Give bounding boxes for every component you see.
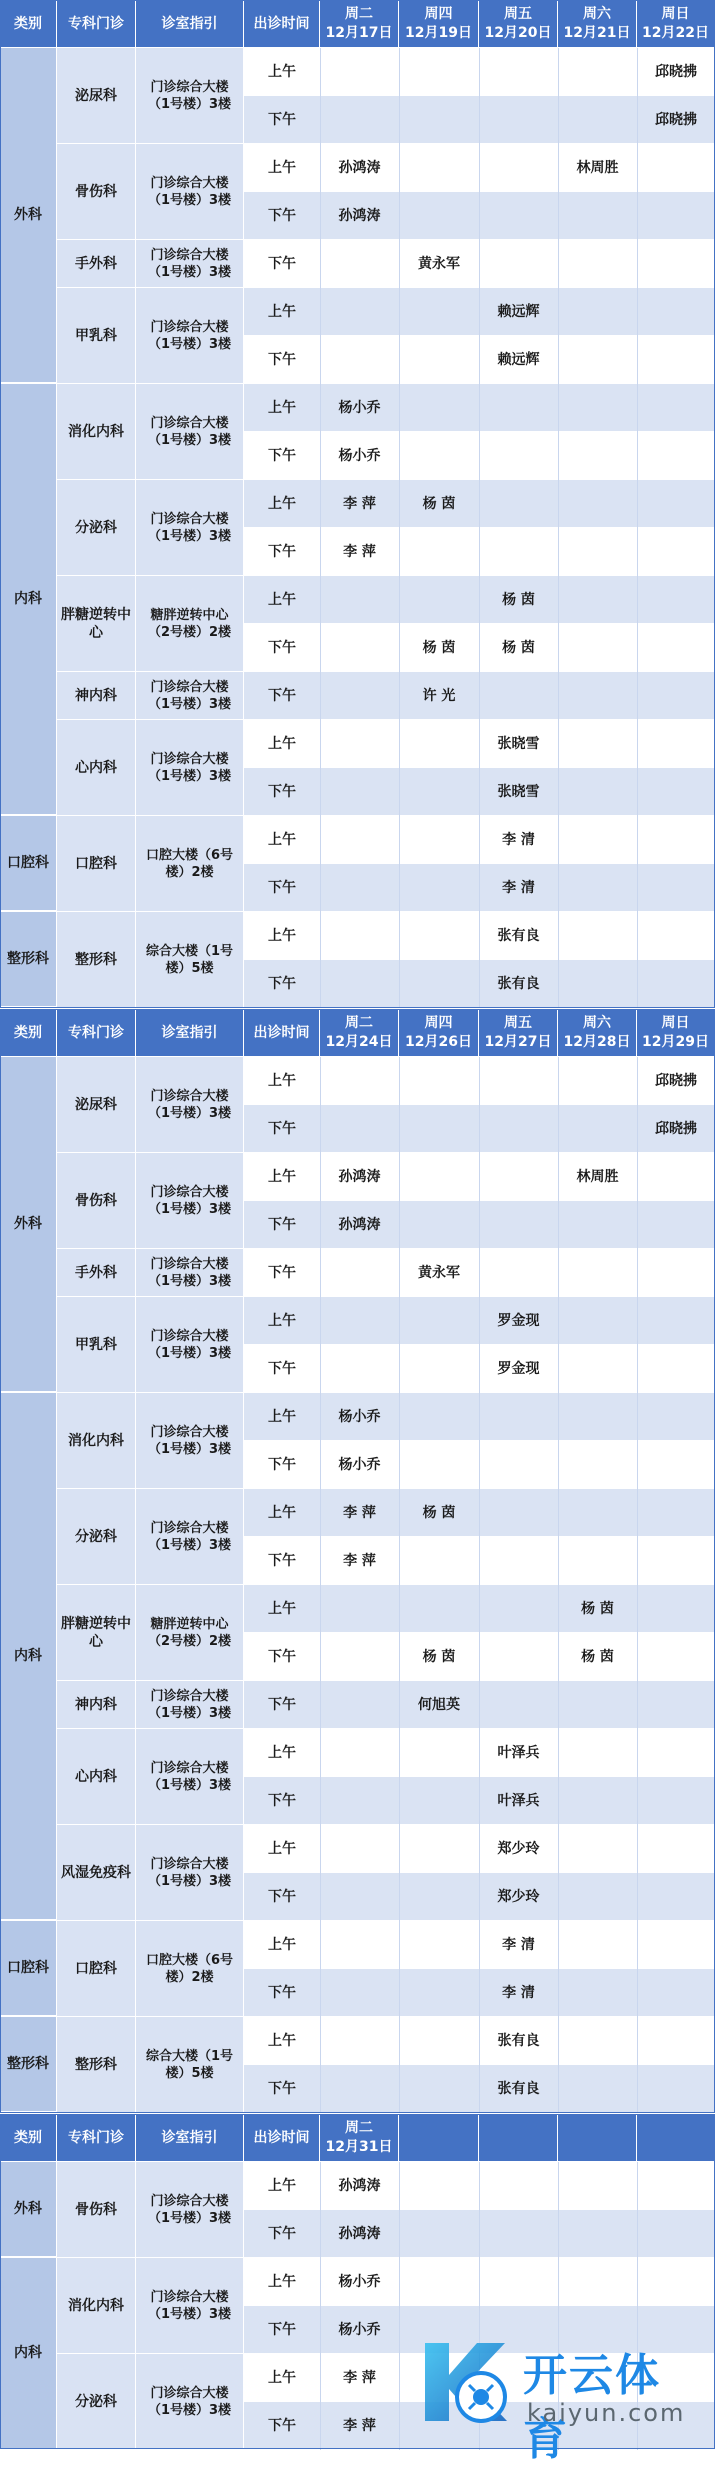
session-time: 上午 [244, 1585, 320, 1633]
dept-location: 门诊综合大楼（1号楼）3楼 [136, 1489, 244, 1585]
category-name: 内科 [0, 2258, 57, 2450]
dept-location: 门诊综合大楼（1号楼）3楼 [136, 1057, 244, 1153]
header-weekday: 周六 [583, 1014, 611, 1033]
header-category: 类别 [0, 2114, 57, 2162]
session-time: 下午 [244, 96, 320, 144]
doctor-cell: 罗金现 [479, 1297, 558, 1345]
doctor-cell: 郑少玲 [479, 1873, 558, 1921]
category-name: 口腔科 [0, 1921, 57, 2017]
doctor-cell: 杨 茵 [399, 1489, 479, 1537]
session-time: 上午 [244, 48, 320, 96]
doctor-cell: 张有良 [479, 2065, 558, 2113]
session-time: 下午 [244, 1873, 320, 1921]
kaiyun-logo-icon [411, 2325, 521, 2435]
doctor-cell: 李 萍 [320, 2402, 399, 2450]
session-time: 上午 [244, 144, 320, 192]
header-weekday: 周二 [345, 1014, 373, 1033]
doctor-cell: 郑少玲 [479, 1825, 558, 1873]
table-frame [0, 1009, 715, 2113]
header-dept: 专科门诊 [57, 1009, 136, 1057]
category-name: 外科 [0, 1057, 57, 1393]
doctor-cell: 张晓雪 [479, 768, 558, 816]
category-name: 整形科 [0, 2017, 57, 2113]
doctor-cell: 邱晓拂 [637, 48, 715, 96]
session-time: 下午 [244, 672, 320, 720]
dept-name: 口腔科 [57, 816, 136, 912]
header-dept: 专科门诊 [57, 2114, 136, 2162]
doctor-cell: 张晓雪 [479, 720, 558, 768]
session-time: 上午 [244, 1489, 320, 1537]
session-time: 下午 [244, 2402, 320, 2450]
category-name: 外科 [0, 48, 57, 384]
session-time: 下午 [244, 1105, 320, 1153]
dept-location: 门诊综合大楼（1号楼）3楼 [136, 2162, 244, 2258]
header-weekday: 周四 [425, 5, 453, 24]
header-date: 12月29日 [642, 1033, 709, 1052]
dept-name: 甲乳科 [57, 288, 136, 384]
table-frame [0, 0, 715, 1008]
session-time: 下午 [244, 2065, 320, 2113]
header-date: 12月19日 [405, 24, 472, 43]
header-time: 出诊时间 [244, 2114, 320, 2162]
dept-location: 综合大楼（1号楼）5楼 [136, 912, 244, 1008]
header-category: 类别 [0, 0, 57, 48]
dept-location: 门诊综合大楼（1号楼）3楼 [136, 1153, 244, 1249]
doctor-cell: 邱晓拂 [637, 96, 715, 144]
doctor-cell: 叶泽兵 [479, 1777, 558, 1825]
doctor-cell: 孙鸿涛 [320, 2210, 399, 2258]
dept-location: 综合大楼（1号楼）5楼 [136, 2017, 244, 2113]
doctor-cell: 杨小乔 [320, 2258, 399, 2306]
dept-location: 门诊综合大楼（1号楼）3楼 [136, 48, 244, 144]
category-name: 整形科 [0, 912, 57, 1008]
dept-name: 整形科 [57, 912, 136, 1008]
header-date: 12月26日 [405, 1033, 472, 1052]
category-name: 外科 [0, 2162, 57, 2258]
session-time: 下午 [244, 1201, 320, 1249]
dept-name: 甲乳科 [57, 1297, 136, 1393]
dept-location: 门诊综合大楼（1号楼）3楼 [136, 2258, 244, 2354]
session-time: 上午 [244, 1153, 320, 1201]
session-time: 上午 [244, 1729, 320, 1777]
dept-name: 分泌科 [57, 1489, 136, 1585]
session-time: 上午 [244, 480, 320, 528]
header-weekday: 周二 [345, 2119, 373, 2138]
doctor-cell: 孙鸿涛 [320, 1153, 399, 1201]
dept-name: 骨伤科 [57, 2162, 136, 2258]
doctor-cell: 李 萍 [320, 1489, 399, 1537]
header-weekday: 周四 [425, 1014, 453, 1033]
session-time: 下午 [244, 528, 320, 576]
dept-name: 手外科 [57, 240, 136, 288]
session-time: 上午 [244, 576, 320, 624]
session-time: 上午 [244, 1921, 320, 1969]
header-date: 12月21日 [564, 24, 631, 43]
session-time: 上午 [244, 2258, 320, 2306]
session-time: 下午 [244, 432, 320, 480]
doctor-cell: 杨小乔 [320, 1441, 399, 1489]
dept-name: 消化内科 [57, 384, 136, 480]
doctor-cell: 杨小乔 [320, 432, 399, 480]
category-name: 内科 [0, 1393, 57, 1921]
doctor-cell: 何旭英 [399, 1681, 479, 1729]
doctor-cell: 黄永军 [399, 240, 479, 288]
dept-name: 胖糖逆转中心 [57, 576, 136, 672]
category-name: 内科 [0, 384, 57, 816]
session-time: 下午 [244, 2210, 320, 2258]
header-location: 诊室指引 [136, 0, 244, 48]
dept-name: 手外科 [57, 1249, 136, 1297]
doctor-cell: 李 萍 [320, 480, 399, 528]
dept-name: 整形科 [57, 2017, 136, 2113]
header-date: 12月28日 [564, 1033, 631, 1052]
dept-name: 泌尿科 [57, 48, 136, 144]
session-time: 上午 [244, 1057, 320, 1105]
session-time: 上午 [244, 288, 320, 336]
doctor-cell: 孙鸿涛 [320, 2162, 399, 2210]
header-date: 12月22日 [642, 24, 709, 43]
session-time: 下午 [244, 624, 320, 672]
doctor-cell: 孙鸿涛 [320, 144, 399, 192]
header-dept: 专科门诊 [57, 0, 136, 48]
doctor-cell: 张有良 [479, 960, 558, 1008]
doctor-cell: 杨 茵 [399, 480, 479, 528]
dept-location: 门诊综合大楼（1号楼）3楼 [136, 384, 244, 480]
dept-name: 泌尿科 [57, 1057, 136, 1153]
header-date: 12月17日 [326, 24, 393, 43]
dept-name: 骨伤科 [57, 1153, 136, 1249]
doctor-cell: 李 萍 [320, 528, 399, 576]
doctor-cell: 罗金现 [479, 1345, 558, 1393]
dept-name: 骨伤科 [57, 144, 136, 240]
header-date: 12月27日 [485, 1033, 552, 1052]
doctor-cell: 林周胜 [558, 1153, 637, 1201]
doctor-cell: 李 清 [479, 816, 558, 864]
header-date: 12月24日 [326, 1033, 393, 1052]
dept-name: 心内科 [57, 1729, 136, 1825]
dept-name: 消化内科 [57, 1393, 136, 1489]
doctor-cell: 杨小乔 [320, 2306, 399, 2354]
session-time: 下午 [244, 1969, 320, 2017]
session-time: 下午 [244, 1633, 320, 1681]
header-weekday: 周日 [662, 5, 690, 24]
session-time: 下午 [244, 1345, 320, 1393]
doctor-cell: 杨小乔 [320, 384, 399, 432]
session-time: 下午 [244, 864, 320, 912]
dept-name: 消化内科 [57, 2258, 136, 2354]
dept-name: 分泌科 [57, 480, 136, 576]
session-time: 上午 [244, 816, 320, 864]
doctor-cell: 孙鸿涛 [320, 192, 399, 240]
doctor-cell: 邱晓拂 [637, 1057, 715, 1105]
doctor-cell: 孙鸿涛 [320, 1201, 399, 1249]
dept-name: 分泌科 [57, 2354, 136, 2450]
session-time: 下午 [244, 768, 320, 816]
dept-location: 门诊综合大楼（1号楼）3楼 [136, 2354, 244, 2450]
session-time: 上午 [244, 720, 320, 768]
session-time: 上午 [244, 1297, 320, 1345]
header-location: 诊室指引 [136, 1009, 244, 1057]
dept-location: 门诊综合大楼（1号楼）3楼 [136, 1681, 244, 1729]
doctor-cell: 李 清 [479, 1969, 558, 2017]
session-time: 上午 [244, 2017, 320, 2065]
dept-location: 门诊综合大楼（1号楼）3楼 [136, 1297, 244, 1393]
doctor-cell: 张有良 [479, 912, 558, 960]
doctor-cell: 林周胜 [558, 144, 637, 192]
header-weekday: 周六 [583, 5, 611, 24]
dept-location: 门诊综合大楼（1号楼）3楼 [136, 1729, 244, 1825]
dept-name: 神内科 [57, 1681, 136, 1729]
dept-name: 神内科 [57, 672, 136, 720]
doctor-cell: 黄永军 [399, 1249, 479, 1297]
session-time: 上午 [244, 2162, 320, 2210]
session-time: 下午 [244, 1537, 320, 1585]
dept-location: 门诊综合大楼（1号楼）3楼 [136, 288, 244, 384]
header-time: 出诊时间 [244, 1009, 320, 1057]
session-time: 上午 [244, 384, 320, 432]
dept-location: 门诊综合大楼（1号楼）3楼 [136, 672, 244, 720]
dept-name: 胖糖逆转中心 [57, 1585, 136, 1681]
header-date: 12月31日 [326, 2138, 393, 2157]
doctor-cell: 杨 茵 [558, 1633, 637, 1681]
doctor-cell: 李 清 [479, 864, 558, 912]
dept-location: 糖胖逆转中心（2号楼）2楼 [136, 576, 244, 672]
dept-location: 糖胖逆转中心（2号楼）2楼 [136, 1585, 244, 1681]
session-time: 上午 [244, 912, 320, 960]
doctor-cell: 许 光 [399, 672, 479, 720]
doctor-cell: 杨 茵 [479, 576, 558, 624]
header-weekday: 周二 [345, 5, 373, 24]
session-time: 下午 [244, 240, 320, 288]
dept-location: 门诊综合大楼（1号楼）3楼 [136, 720, 244, 816]
session-time: 上午 [244, 2354, 320, 2402]
watermark-brand: 开云体育 [523, 2339, 701, 2467]
dept-name: 风湿免疫科 [57, 1825, 136, 1921]
doctor-cell: 赖远辉 [479, 336, 558, 384]
dept-name: 口腔科 [57, 1921, 136, 2017]
doctor-cell: 叶泽兵 [479, 1729, 558, 1777]
header-category: 类别 [0, 1009, 57, 1057]
doctor-cell: 杨 茵 [399, 624, 479, 672]
session-time: 下午 [244, 336, 320, 384]
session-time: 下午 [244, 1441, 320, 1489]
session-time: 下午 [244, 960, 320, 1008]
doctor-cell: 李 萍 [320, 2354, 399, 2402]
doctor-cell: 杨小乔 [320, 1393, 399, 1441]
dept-name: 心内科 [57, 720, 136, 816]
header-weekday: 周五 [504, 1014, 532, 1033]
doctor-cell: 邱晓拂 [637, 1105, 715, 1153]
header-weekday: 周日 [662, 1014, 690, 1033]
dept-location: 门诊综合大楼（1号楼）3楼 [136, 240, 244, 288]
session-time: 下午 [244, 1681, 320, 1729]
dept-location: 门诊综合大楼（1号楼）3楼 [136, 1825, 244, 1921]
dept-location: 口腔大楼（6号楼）2楼 [136, 816, 244, 912]
dept-location: 门诊综合大楼（1号楼）3楼 [136, 144, 244, 240]
doctor-cell: 赖远辉 [479, 288, 558, 336]
header-time: 出诊时间 [244, 0, 320, 48]
doctor-cell: 李 萍 [320, 1537, 399, 1585]
category-name: 口腔科 [0, 816, 57, 912]
doctor-cell: 张有良 [479, 2017, 558, 2065]
header-location: 诊室指引 [136, 2114, 244, 2162]
header-weekday: 周五 [504, 5, 532, 24]
dept-location: 口腔大楼（6号楼）2楼 [136, 1921, 244, 2017]
dept-location: 门诊综合大楼（1号楼）3楼 [136, 480, 244, 576]
session-time: 下午 [244, 2306, 320, 2354]
session-time: 下午 [244, 1777, 320, 1825]
doctor-cell: 李 清 [479, 1921, 558, 1969]
header-date: 12月20日 [485, 24, 552, 43]
watermark-site: kaiyun.com [527, 2399, 685, 2427]
session-time: 下午 [244, 192, 320, 240]
doctor-cell: 杨 茵 [558, 1585, 637, 1633]
session-time: 下午 [244, 1249, 320, 1297]
session-time: 上午 [244, 1825, 320, 1873]
session-time: 上午 [244, 1393, 320, 1441]
dept-location: 门诊综合大楼（1号楼）3楼 [136, 1249, 244, 1297]
watermark [411, 2321, 701, 2441]
dept-location: 门诊综合大楼（1号楼）3楼 [136, 1393, 244, 1489]
doctor-cell: 杨 茵 [399, 1633, 479, 1681]
doctor-cell: 杨 茵 [479, 624, 558, 672]
